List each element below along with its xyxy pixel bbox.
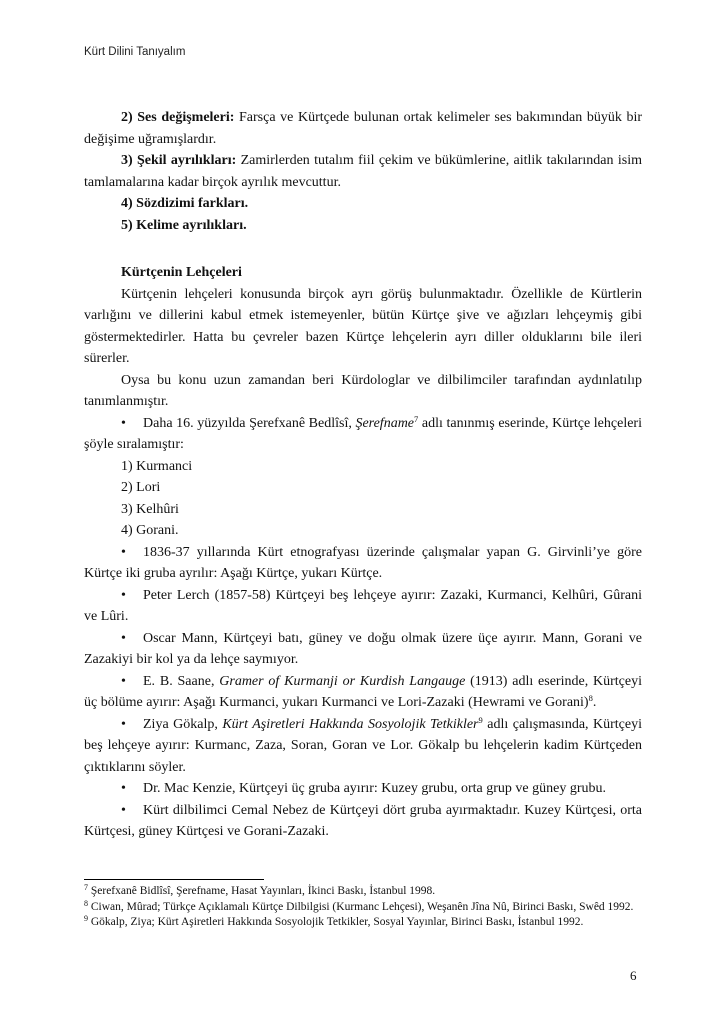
difference-item-2	[84, 107, 642, 150]
bullet-icon: •	[121, 781, 126, 796]
footnote	[84, 915, 644, 931]
footnote	[84, 884, 644, 900]
dialect-list-item: 1) Kurmanci	[121, 458, 193, 474]
bullet-icon: •	[121, 673, 126, 689]
footnote-ref: 8	[588, 693, 593, 703]
dialect-list-item: 3) Kelhûri	[121, 501, 179, 517]
dialects-section	[84, 262, 642, 843]
bullet-item: • Kürt dilbilimci Cemal Nebez de Kürtçeyi dört gruba ayırmaktadır. Kuzey Kürtçesi, orta Kürtçesi, güney Kürtçesi ve Gorani-Zazaki.	[84, 800, 642, 843]
bullet-icon: •	[121, 716, 126, 732]
footnote	[84, 900, 644, 916]
item-text: Zamirlerden tutalım fiil çekim ve bükümlerine, aitlik takılarından isim tamlamalarına kadar birçok ayrılık mevcuttur.	[84, 153, 642, 190]
footnote-ref: 7	[414, 413, 419, 424]
footnote-text: Gökalp, Ziya; Kürt Aşiretleri Hakkında Sosyolojik Tetkikler, Sosyal Yayınlar, Birinci Baskı, İstanbul 1992.	[90, 916, 584, 928]
bullet-icon: •	[121, 802, 126, 818]
footnote-text: Ciwan, Mûrad; Türkçe Açıklamalı Kürtçe Dilbilgisi (Kurmanc Lehçesi), Weşanên Jîna Nû, Birinci Baskı, Swêd 1992.	[90, 900, 634, 913]
footnote-number: 8	[84, 898, 88, 908]
dialect-list-item: 2) Lori	[121, 480, 161, 495]
bullet-item: • Ziya Gökalp, Kürt Aşiretleri Hakkında Sosyolojik Tetkikler$^9$ adlı çalışmasında, Kürtçeyi beş lehçeye ayırır: Kurmanc, Zaza, Soran, Goran ve Lor. Gökalp bu lehçelerin kadim Kürtçeden çıktıklarını söyler.	[84, 714, 642, 775]
differences-list	[84, 107, 642, 236]
paragraph: Oysa bu konu uzun zamandan beri Kürdologlar ve dilbilimciler tarafından aydınlatılıp tanımlanmıştır.	[84, 372, 642, 409]
bullet-icon: •	[121, 415, 126, 431]
footnote-ref: 9	[478, 714, 483, 725]
bullet-item: • Daha 16. yüzyılda Şerefxanê Bedlîsî, Şerefname$^7$ adlı tanınmış eserinde, Kürtçe lehçeleri şöyle sıralamıştır:	[84, 413, 642, 452]
page-number: 6	[630, 968, 637, 983]
bullet-item: • Peter Lerch (1857-58) Kürtçeyi beş lehçeye ayırır: Zazaki, Kurmanci, Kelhûri, Gûrani ve Lûri.	[84, 585, 642, 628]
footnotes	[84, 884, 644, 931]
work-title: Gramer of Kurmanji or Kurdish Langauge	[219, 673, 466, 689]
footnote-number: 9	[84, 914, 88, 923]
running-header: Kürt Dilini Tanıyalım	[84, 46, 186, 58]
bullet-icon: •	[121, 544, 126, 560]
difference-item-5: 5) Kelime ayrılıkları.	[121, 217, 247, 233]
bullet-icon: •	[121, 587, 126, 603]
bullet-icon: •	[121, 630, 126, 646]
difference-item-3	[84, 150, 642, 193]
item-label: 3) Şekil ayrılıkları:	[121, 153, 237, 168]
difference-item-4: 4) Sözdizimi farkları.	[121, 196, 249, 211]
bullet-item: • 1836-37 yıllarında Kürt etnografyası üzerinde çalışmalar yapan G. Girvinli’ye göre Kürtçe iki gruba ayrılır: Aşağı Kürtçe, yukarı Kürtçe.	[84, 542, 642, 585]
dialect-list-item: 4) Gorani.	[121, 523, 179, 538]
footnote-text: Şerefxanê Bidlîsî, Şerefname, Hasat Yayınları, İkinci Baskı, İstanbul 1998.	[90, 885, 436, 897]
work-title: Şerefname	[355, 415, 415, 431]
bullet-item: • Oscar Mann, Kürtçeyi batı, güney ve doğu olmak üzere üçe ayırır. Mann, Gorani ve Zazakiyi bir kol ya da lehçe saymıyor.	[84, 628, 642, 671]
section-heading: Kürtçenin Lehçeleri	[121, 265, 242, 280]
paragraph: Kürtçenin lehçeleri konusunda birçok ayrı görüş bulunmaktadır. Özellikle de Kürtlerin varlığını ve dillerini kabul etmek istemeyenler, bütün Kürtçe şive ve ağızları lehçeymiş gibi göstermektedirler. Hatta bu çevreler bazen Kürtçe lehçelerin ayrı diller olduklarını bile ileri sürerler.	[84, 286, 642, 366]
bullet-item: • Dr. Mac Kenzie, Kürtçeyi üç gruba ayırır: Kuzey grubu, orta grup ve güney grubu.	[84, 778, 642, 800]
footnote-divider	[84, 879, 264, 880]
item-label: 2) Ses değişmeleri:	[121, 110, 235, 125]
item-text: Farsça ve Kürtçede bulunan ortak kelimeler ses bakımından büyük bir değişime uğramışlardır.	[84, 110, 642, 147]
work-title: Kürt Aşiretleri Hakkında Sosyolojik Tetkikler	[222, 716, 479, 732]
bullet-item: • E. B. Saane, Gramer of Kurmanji or Kurdish Langauge (1913) adlı eserinde, Kürtçeyi üç bölüme ayırır: Aşağı Kurmanci, yukarı Kurmanci ve Lori-Zazaki (Hewrami ve Gorani)$^8$.	[84, 671, 642, 714]
footnote-number: 7	[84, 883, 88, 892]
